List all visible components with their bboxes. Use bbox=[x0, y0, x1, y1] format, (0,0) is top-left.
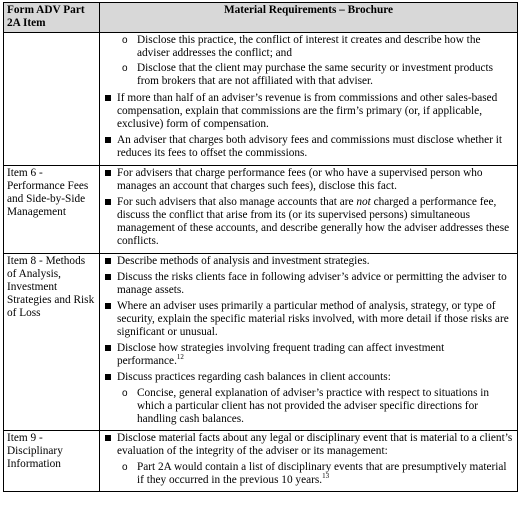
requirements-cell bbox=[100, 431, 518, 492]
requirements-table bbox=[3, 2, 518, 492]
bullet-item: Where an adviser uses primarily a particular method of analysis, strategy, or type of security, explain the specific material risks involved, with more detail if those risks are significant or unusual. bbox=[104, 300, 513, 339]
bullet-item: Disclose material facts about any legal or disciplinary event that is material to a client’s evaluation of the integrity of the adviser or its management: bbox=[104, 432, 513, 458]
bullet-item: Discuss practices regarding cash balances in client accounts: bbox=[104, 371, 513, 384]
bullet-item: For advisers that charge performance fees (or who have a supervised person who manages an account that charges such fees), disclose this fact. bbox=[104, 167, 513, 193]
header-requirements: Material Requirements – Brochure bbox=[100, 3, 518, 33]
sub-list-item: o Disclose this practice, the conflict of interest it creates and describe how the adviser addresses the conflict; and bbox=[104, 34, 513, 60]
bullet-item: Describe methods of analysis and investment strategies. bbox=[104, 255, 513, 268]
requirements-table-wrapper bbox=[3, 2, 517, 492]
bullet-item bbox=[104, 342, 513, 368]
sub-list-item bbox=[104, 461, 513, 487]
bullet-item bbox=[104, 196, 513, 248]
table-row bbox=[4, 431, 518, 492]
table-header-row bbox=[4, 3, 518, 33]
sub-text: Part 2A would contain a list of disciplinary events that are presumptively material if they occurred in the previous 10 years. bbox=[137, 461, 507, 486]
requirements-cell bbox=[100, 254, 518, 431]
sub-list-item: o Concise, general explanation of adviser’s practice with respect to situations in which a particular client has not provided the adviser specific directions for handling cash balances. bbox=[104, 387, 513, 426]
bullet-item: An adviser that charges both advisory fees and commissions must disclose whether it reduces its fees to offset the commissions. bbox=[104, 134, 513, 160]
table-row bbox=[4, 33, 518, 166]
sub-list-item: o Disclose that the client may purchase the same security or investment products from brokers that are not affiliated with that adviser. bbox=[104, 62, 513, 88]
emphasis-text: not bbox=[356, 196, 371, 208]
bullet-item: If more than half of an adviser’s revenue is from commissions and other sales-based compensation, explain that commissions are the firm’s primary (or, if applicable, exclusive) form of compensation. bbox=[104, 92, 513, 131]
item-cell: Item 8 - Methods of Analysis, Investment Strategies and Risk of Loss bbox=[4, 254, 100, 431]
bullet-item: Discuss the risks clients face in following adviser’s advice or permitting the adviser to manage assets. bbox=[104, 271, 513, 297]
table-row bbox=[4, 166, 518, 254]
footnote-marker[interactable]: 13 bbox=[322, 472, 330, 481]
requirements-cell bbox=[100, 166, 518, 254]
requirements-cell bbox=[100, 33, 518, 166]
bullet-text-part: charged a performance fee, discuss the conflict that arise from its (or its supervised persons) simultaneous management of these accounts, and describe generally how the adviser addresses these conflicts. bbox=[117, 196, 510, 247]
item-cell: Item 6 - Performance Fees and Side-by-Side Management bbox=[4, 166, 100, 254]
table-row bbox=[4, 254, 518, 431]
item-cell: Item 9 - Disciplinary Information bbox=[4, 431, 100, 492]
footnote-marker[interactable]: 12 bbox=[176, 353, 184, 362]
item-cell bbox=[4, 33, 100, 166]
bullet-text: Disclose how strategies involving frequent trading can affect investment performance. bbox=[117, 342, 445, 367]
header-form-item: Form ADV Part 2A Item bbox=[4, 3, 100, 33]
bullet-text-part: For such advisers that also manage accounts that are bbox=[117, 196, 357, 208]
